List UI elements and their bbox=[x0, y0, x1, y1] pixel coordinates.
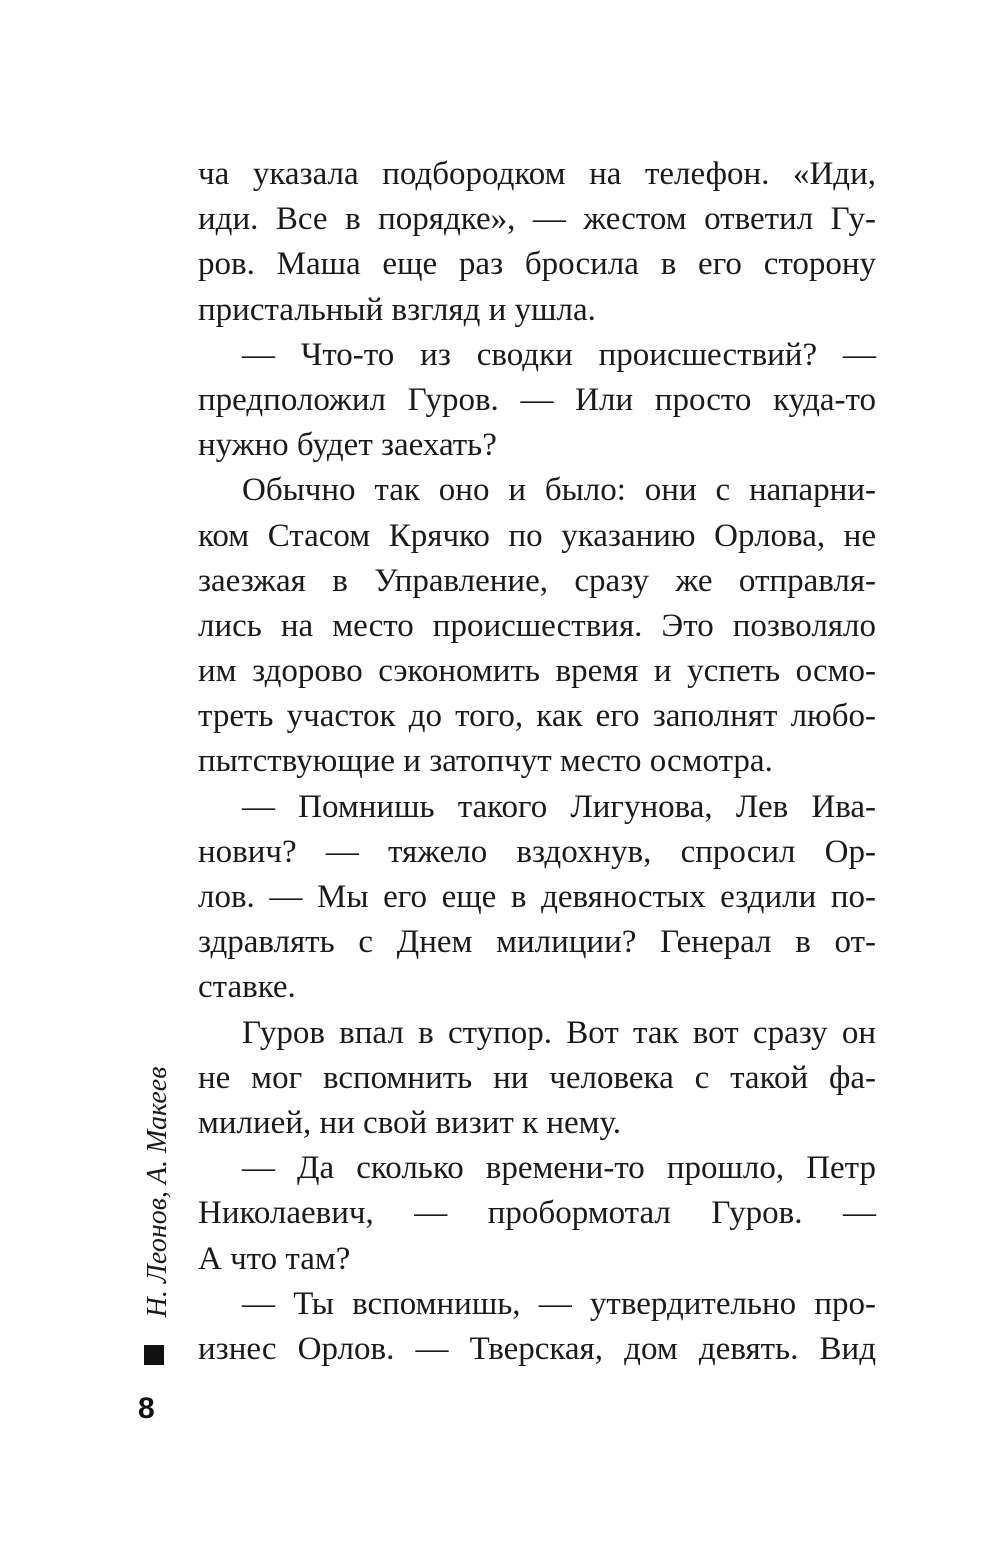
text-line: иди. Все в порядке», — жестом ответил Гу- bbox=[198, 201, 876, 238]
text-line: — Да сколько времени-то прошло, Петр bbox=[242, 1150, 876, 1187]
text-line: нужно будет заехать? bbox=[198, 427, 497, 464]
text-line: А что там? bbox=[198, 1240, 351, 1277]
text-line: здравлять с Днем милиции? Генерал в от- bbox=[198, 924, 876, 961]
text-line: пристальный взгляд и ушла. bbox=[198, 291, 596, 328]
text-line: не мог вспомнить ни человека с такой фа- bbox=[198, 1059, 876, 1096]
text-line: Гуров впал в ступор. Вот так вот сразу он bbox=[242, 1014, 876, 1051]
text-line: — Ты вспомнишь, — утвердительно про- bbox=[242, 1285, 876, 1322]
running-head bbox=[138, 1065, 178, 1320]
text-line: пытствующие и затопчут место осмотра. bbox=[198, 743, 773, 780]
text-line: Николаевич, — пробормотал Гуров. — bbox=[198, 1195, 876, 1232]
text-line: ча указала подбородком на телефон. «Иди, bbox=[198, 156, 876, 192]
text-line: — Что-то из сводки происшествий? — bbox=[242, 336, 876, 373]
text-line: нович? — тяжело вздохнув, спросил Ор- bbox=[198, 833, 876, 870]
square-marker-icon bbox=[144, 1345, 164, 1365]
text-line: милией, ни свой визит к нему. bbox=[198, 1104, 621, 1141]
text-line: — Помнишь такого Лигунова, Лев Ива- bbox=[242, 788, 876, 825]
text-line: Обычно так оно и было: они с напарни- bbox=[242, 472, 876, 509]
text-line: ров. Маша еще раз бросила в его сторону bbox=[198, 246, 876, 283]
text-line: лись на место происшествия. Это позволяло bbox=[198, 607, 876, 644]
body-text bbox=[198, 152, 876, 1372]
text-line: заезжая в Управление, сразу же отправля- bbox=[198, 562, 876, 599]
text-line: им здорово сэкономить время и успеть осмо- bbox=[198, 653, 876, 690]
running-head-authors: Н. Леонов, А. Макеев bbox=[142, 1066, 173, 1318]
page-number: 8 bbox=[138, 1392, 155, 1425]
text-line: ставке. bbox=[198, 969, 296, 1006]
text-line: изнес Орлов. — Тверская, дом девять. Вид bbox=[198, 1330, 876, 1367]
text-line: треть участок до того, как его заполнят любо- bbox=[198, 698, 876, 735]
text-line: лов. — Мы его еще в девяностых ездили по- bbox=[198, 879, 876, 915]
text-line: ком Стасом Крячко по указанию Орлова, не bbox=[198, 517, 876, 554]
text-line: предположил Гуров. — Или просто куда-то bbox=[198, 381, 876, 418]
